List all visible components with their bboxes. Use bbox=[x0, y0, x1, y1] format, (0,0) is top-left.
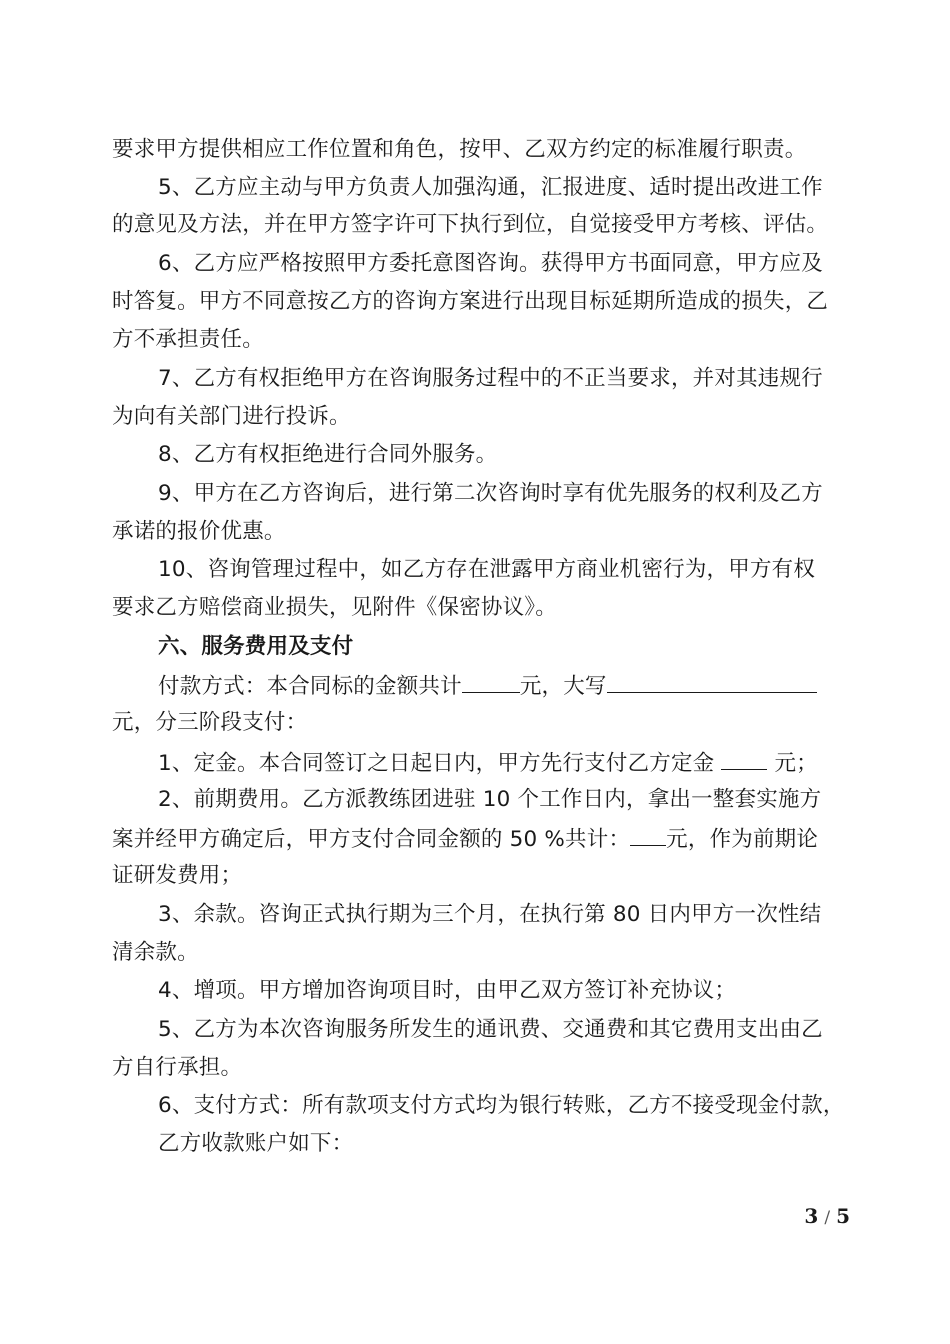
text-segment: 1、定金。本合同签订之日起日内，甲方先行支付乙方定金 bbox=[158, 751, 715, 776]
paragraph-line: 2、前期费用。乙方派教练团进驻 10 个工作日内，拿出一整套实施方 bbox=[158, 787, 822, 812]
paragraph-line: 元，分三阶段支付： bbox=[112, 710, 308, 735]
fill-in-blank bbox=[462, 672, 520, 693]
page-separator: / bbox=[824, 1208, 831, 1228]
paragraph-line: 6、乙方应严格按照甲方委托意图咨询。获得甲方书面同意，甲方应及 bbox=[158, 251, 823, 276]
fill-in-blank bbox=[607, 672, 817, 693]
section-heading: 六、服务费用及支付 bbox=[158, 634, 354, 659]
paragraph-line: 4、增项。甲方增加咨询项目时，由甲乙双方签订补充协议； bbox=[158, 978, 737, 1003]
paragraph-line: 乙方收款账户如下： bbox=[158, 1131, 354, 1156]
paragraph-line: 方不承担责任。 bbox=[112, 327, 264, 352]
paragraph-line: 10、咨询管理过程中，如乙方存在泄露甲方商业机密行为，甲方有权 bbox=[158, 557, 816, 582]
paragraph-line: 的意见及方法，并在甲方签字许可下执行到位，自觉接受甲方考核、评估。 bbox=[112, 212, 829, 237]
current-page: 3 bbox=[804, 1204, 819, 1228]
paragraph-line bbox=[158, 749, 852, 777]
text-segment: 付款方式：本合同标的金额共计 bbox=[158, 674, 462, 699]
paragraph-line: 为向有关部门进行投诉。 bbox=[112, 404, 351, 429]
fill-in-blank bbox=[721, 749, 767, 770]
paragraph-line: 承诺的报价优惠。 bbox=[112, 519, 286, 544]
paragraph-line: 清余款。 bbox=[112, 940, 199, 965]
paragraph-line: 7、乙方有权拒绝甲方在咨询服务过程中的不正当要求，并对其违规行 bbox=[158, 366, 823, 391]
paragraph-line: 证研发费用； bbox=[112, 863, 243, 888]
paragraph-line: 要求甲方提供相应工作位置和角色，按甲、乙双方约定的标准履行职责。 bbox=[112, 137, 807, 162]
paragraph-line: 要求乙方赔偿商业损失，见附件《保密协议》。 bbox=[112, 595, 557, 620]
total-pages: 5 bbox=[836, 1204, 850, 1228]
fill-in-blank bbox=[630, 825, 666, 846]
paragraph-line: 6、支付方式：所有款项支付方式均为银行转账，乙方不接受现金付款， bbox=[158, 1093, 845, 1118]
text-segment: 元，作为前期论 bbox=[666, 827, 819, 852]
paragraph-line bbox=[158, 672, 852, 700]
page-number bbox=[804, 1204, 850, 1228]
text-segment: 元，大写 bbox=[519, 674, 607, 699]
paragraph-line bbox=[112, 825, 852, 853]
paragraph-line: 8、乙方有权拒绝进行合同外服务。 bbox=[158, 442, 498, 467]
paragraph-line: 3、余款。咨询正式执行期为三个月，在执行第 80 日内甲方一次性结 bbox=[158, 902, 822, 927]
paragraph-line: 时答复。甲方不同意按乙方的咨询方案进行出现目标延期所造成的损失，乙 bbox=[112, 289, 829, 314]
paragraph-line: 5、乙方为本次咨询服务所发生的通讯费、交通费和其它费用支出由乙 bbox=[158, 1017, 823, 1042]
text-segment: 案并经甲方确定后，甲方支付合同金额的 50 %共计： bbox=[112, 827, 631, 852]
paragraph-line: 9、甲方在乙方咨询后，进行第二次咨询时享有优先服务的权利及乙方 bbox=[158, 481, 823, 506]
paragraph-line: 方自行承担。 bbox=[112, 1055, 243, 1080]
paragraph-line: 5、乙方应主动与甲方负责人加强沟通，汇报进度、适时提出改进工作 bbox=[158, 175, 823, 200]
text-segment: 元； bbox=[774, 751, 818, 776]
